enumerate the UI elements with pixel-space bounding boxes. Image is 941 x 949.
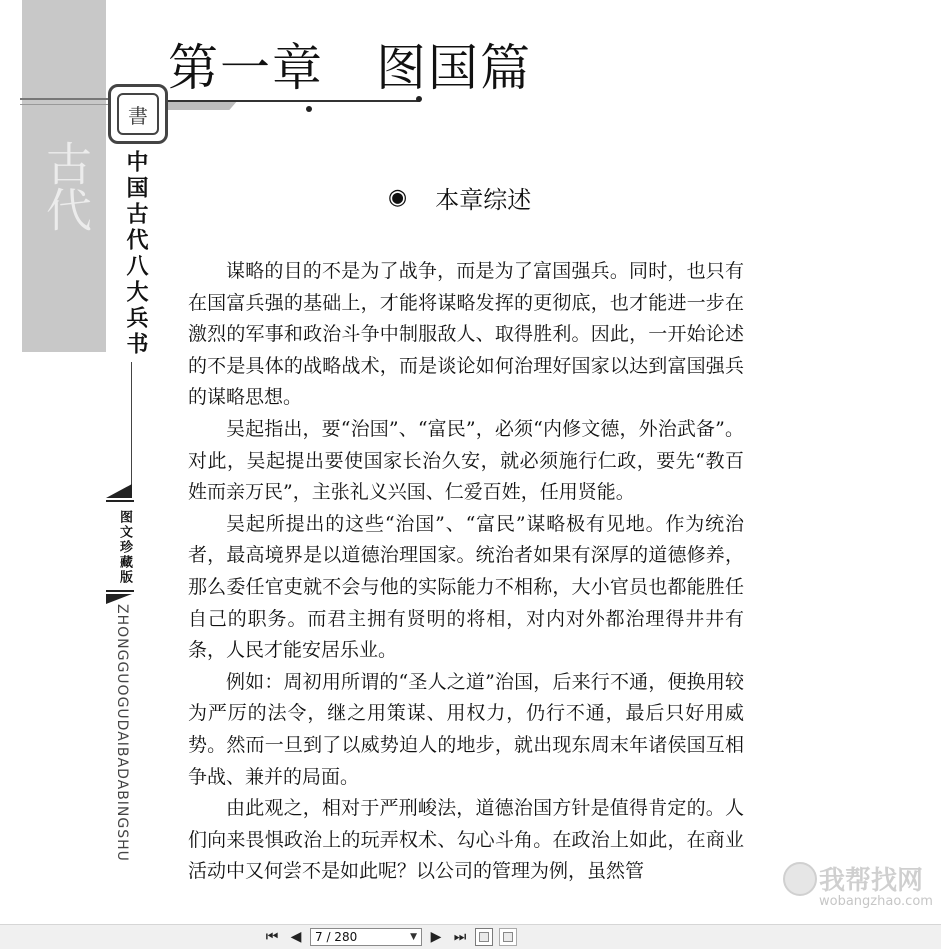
watermark-logo-icon (783, 862, 817, 896)
body-text (188, 256, 744, 888)
edition-label: 图文珍藏版 (117, 510, 132, 585)
decorative-dot (306, 106, 312, 112)
first-page-icon[interactable]: ⏮ (265, 929, 279, 945)
chevron-down-icon: ▼ (410, 932, 417, 942)
page-navigation (262, 927, 518, 947)
page-select[interactable] (310, 928, 422, 946)
seal-logo (108, 84, 168, 144)
title-underline (160, 100, 420, 102)
watermark-text: 我帮找网 (819, 866, 924, 896)
paragraph: 由此观之，相对于严刑峻法，道德治国方针是值得肯定的。人们向来畏惧政治上的玩弄权术、勾心斗角。在政治上如此，在商业活动中又何尝不是如此呢？以公司的管理为例，虽然管 (188, 797, 744, 883)
paragraph: 吴起所提出的这些“治国”、“富民”谋略极有见地。作为统治者，最高境界是以道德治理国家。统治者如果有深厚的道德修养，那么委任官吏就不会与他的实际能力不相称，大小官员也都能胜任自己的职务。而君主拥有贤明的将相，对内对外都治理得井井有条，人民才能安居乐业。 (188, 512, 744, 662)
section-heading (388, 180, 531, 215)
watermark (783, 858, 933, 918)
copy-disabled-icon[interactable] (498, 927, 518, 947)
book-title: 中国古代八大兵书 (123, 150, 149, 358)
paragraph: 例如：周初用所谓的“圣人之道”治国，后来行不通，便换用较为严厉的法令，继之用策谋、用权力，仍行不通，最后只好用威势。然而一旦到了以威势迫人的地步，就出现东周末年诸侯国互相争战、兼并的局面。 (188, 670, 744, 788)
decorative-band (22, 0, 106, 352)
page-display: 7 / 280 (315, 930, 358, 944)
decorative-rule (20, 104, 110, 105)
decorative-triangle (106, 484, 132, 498)
chapter-title: 第一章 图国篇 (168, 39, 532, 97)
next-page-icon[interactable]: ▶ (430, 929, 442, 945)
page-toolbar (0, 924, 941, 949)
decorative-glyph: 古代 (39, 140, 93, 232)
seal-mark: 書 (117, 93, 159, 135)
section-heading-text: 本章综述 (435, 186, 532, 214)
vertical-divider (131, 362, 132, 486)
edition-rule (106, 500, 134, 502)
last-page-icon[interactable]: ⏭ (453, 929, 467, 945)
watermark-url: wobangzhao.com (819, 894, 933, 909)
target-bullet-icon: ◉ (388, 185, 408, 210)
decorative-rule (20, 98, 110, 100)
paragraph: 吴起指出，要“治国”、“富民”，必须“内修文德，外治武备”。对此，吴起提出要使国家长治久安，就必须施行仁政，要先“教百姓而亲万民”，主张礼义兴国、仁爱百姓，任用贤能。 (188, 417, 744, 504)
edition-rule (106, 590, 134, 592)
copy-icon[interactable] (474, 927, 494, 947)
decorative-triangle (106, 594, 132, 604)
pinyin-label: ZHONGGUOGUDAIBADABINGSHU (114, 604, 130, 862)
prev-page-icon[interactable]: ◀ (290, 929, 302, 945)
paragraph: 谋略的目的不是为了战争，而是为了富国强兵。同时，也只有在国富兵强的基础上，才能将谋略发挥的更彻底，也才能进一步在激烈的军事和政治斗争中制服敌人、取得胜利。因此，一开始论述的不是具体的战略战术，而是谈论如何治理好国家以达到富国强兵的谋略思想。 (188, 260, 744, 409)
